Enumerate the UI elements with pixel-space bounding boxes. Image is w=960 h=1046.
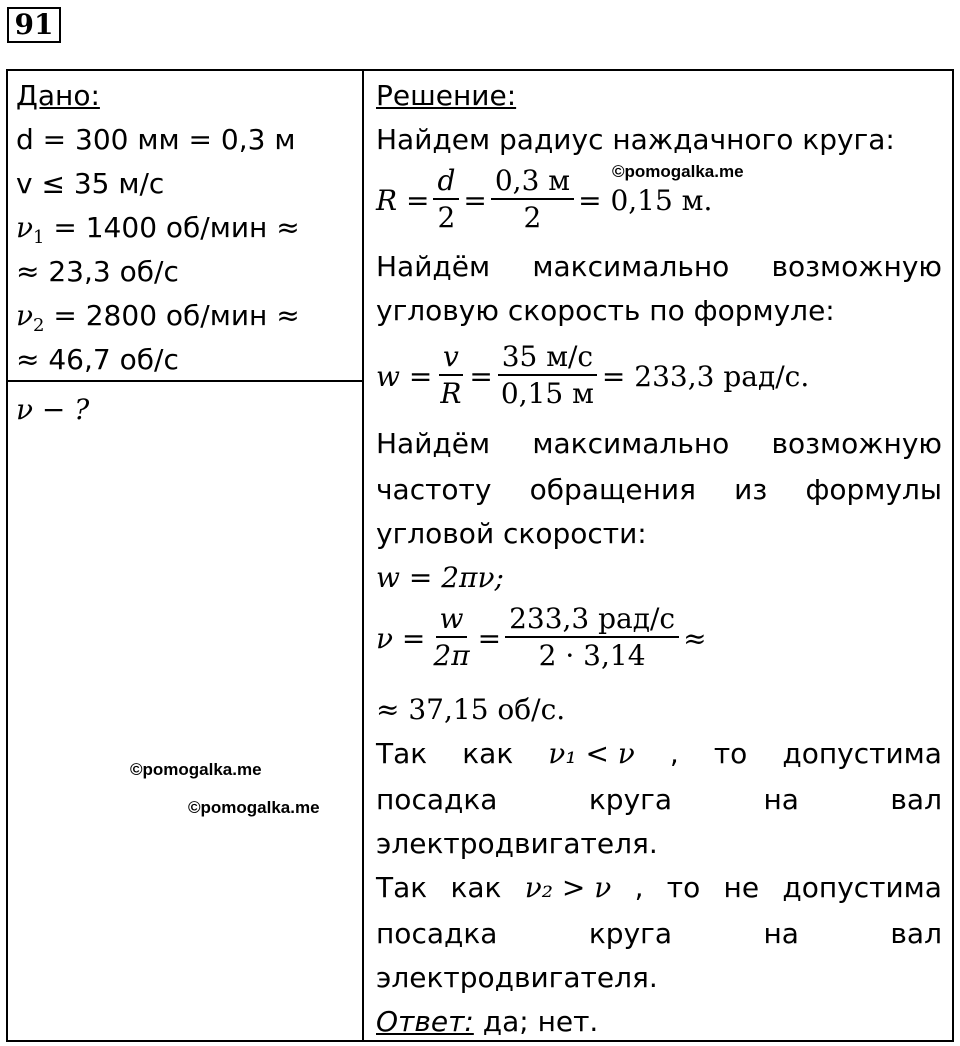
- watermark: ©pomogalka.me: [130, 760, 262, 779]
- solution-paragraph-3-end: угловой скорости:: [376, 517, 647, 550]
- solution-paragraph-2: Найдём максимально возможную: [376, 250, 942, 283]
- given-speed: v ≤ 35 м/с: [16, 167, 165, 200]
- watermark: ©pomogalka.me: [612, 162, 744, 181]
- solution-paragraph-3b: частоту обращения из формулы: [376, 473, 942, 506]
- solution-title: Решение:: [376, 79, 517, 112]
- solution-paragraph-4: Так как ν₁ < ν , то допустима: [376, 737, 942, 770]
- given-nu2-converted: ≈ 46,7 об/с: [16, 343, 179, 376]
- solution-paragraph-5: Так как ν₂ > ν , то не допустима: [376, 871, 942, 904]
- equation-angular-velocity: w = $\frac{v}{R}$ = $\frac{35 м/с}{0,15 м}$ = 233,3 рад/с.: [376, 340, 810, 410]
- equation-radius: R = $\frac{d}{2}$ = $\frac{0,3 м}{2}$ = 0,15 м.: [376, 164, 713, 234]
- given-nu2: $\nu_2 = 2800$ об/мин ≈: [16, 299, 300, 336]
- answer: Ответ: да; нет.: [376, 1005, 599, 1038]
- solution-paragraph-1: Найдем радиус наждачного круга:: [376, 123, 895, 156]
- problem-number: 91: [7, 7, 61, 43]
- equation-frequency: ν = $\frac{w}{2\pi}$ = $\frac{\text{233,3 рад/с}}{2 \cdot 3,14}$ ≈: [376, 602, 707, 672]
- find-label: ν − ?: [16, 393, 90, 426]
- solution-paragraph-4b: посадка круга на вал: [376, 783, 942, 816]
- solution-paragraph-5b: посадка круга на вал: [376, 917, 942, 950]
- equation-omega-formula: w = 2πν;: [376, 561, 504, 594]
- solution-paragraph-5-end: электродвигателя.: [376, 961, 658, 994]
- given-title: Дано:: [16, 79, 100, 112]
- given-nu1: $\nu_1 = 1400$ об/мин ≈: [16, 211, 300, 248]
- solution-paragraph-4-end: электродвигателя.: [376, 827, 658, 860]
- solution-paragraph-3: Найдём максимально возможную: [376, 427, 942, 460]
- watermark: ©pomogalka.me: [188, 798, 320, 817]
- given-diameter: d = 300 мм = 0,3 м: [16, 123, 296, 156]
- equation-frequency-result: ≈ 37,15 об/с.: [376, 693, 566, 726]
- column-divider: [362, 69, 364, 1042]
- given-nu1-converted: ≈ 23,3 об/с: [16, 255, 179, 288]
- solution-paragraph-2-end: угловую скорость по формуле:: [376, 294, 835, 327]
